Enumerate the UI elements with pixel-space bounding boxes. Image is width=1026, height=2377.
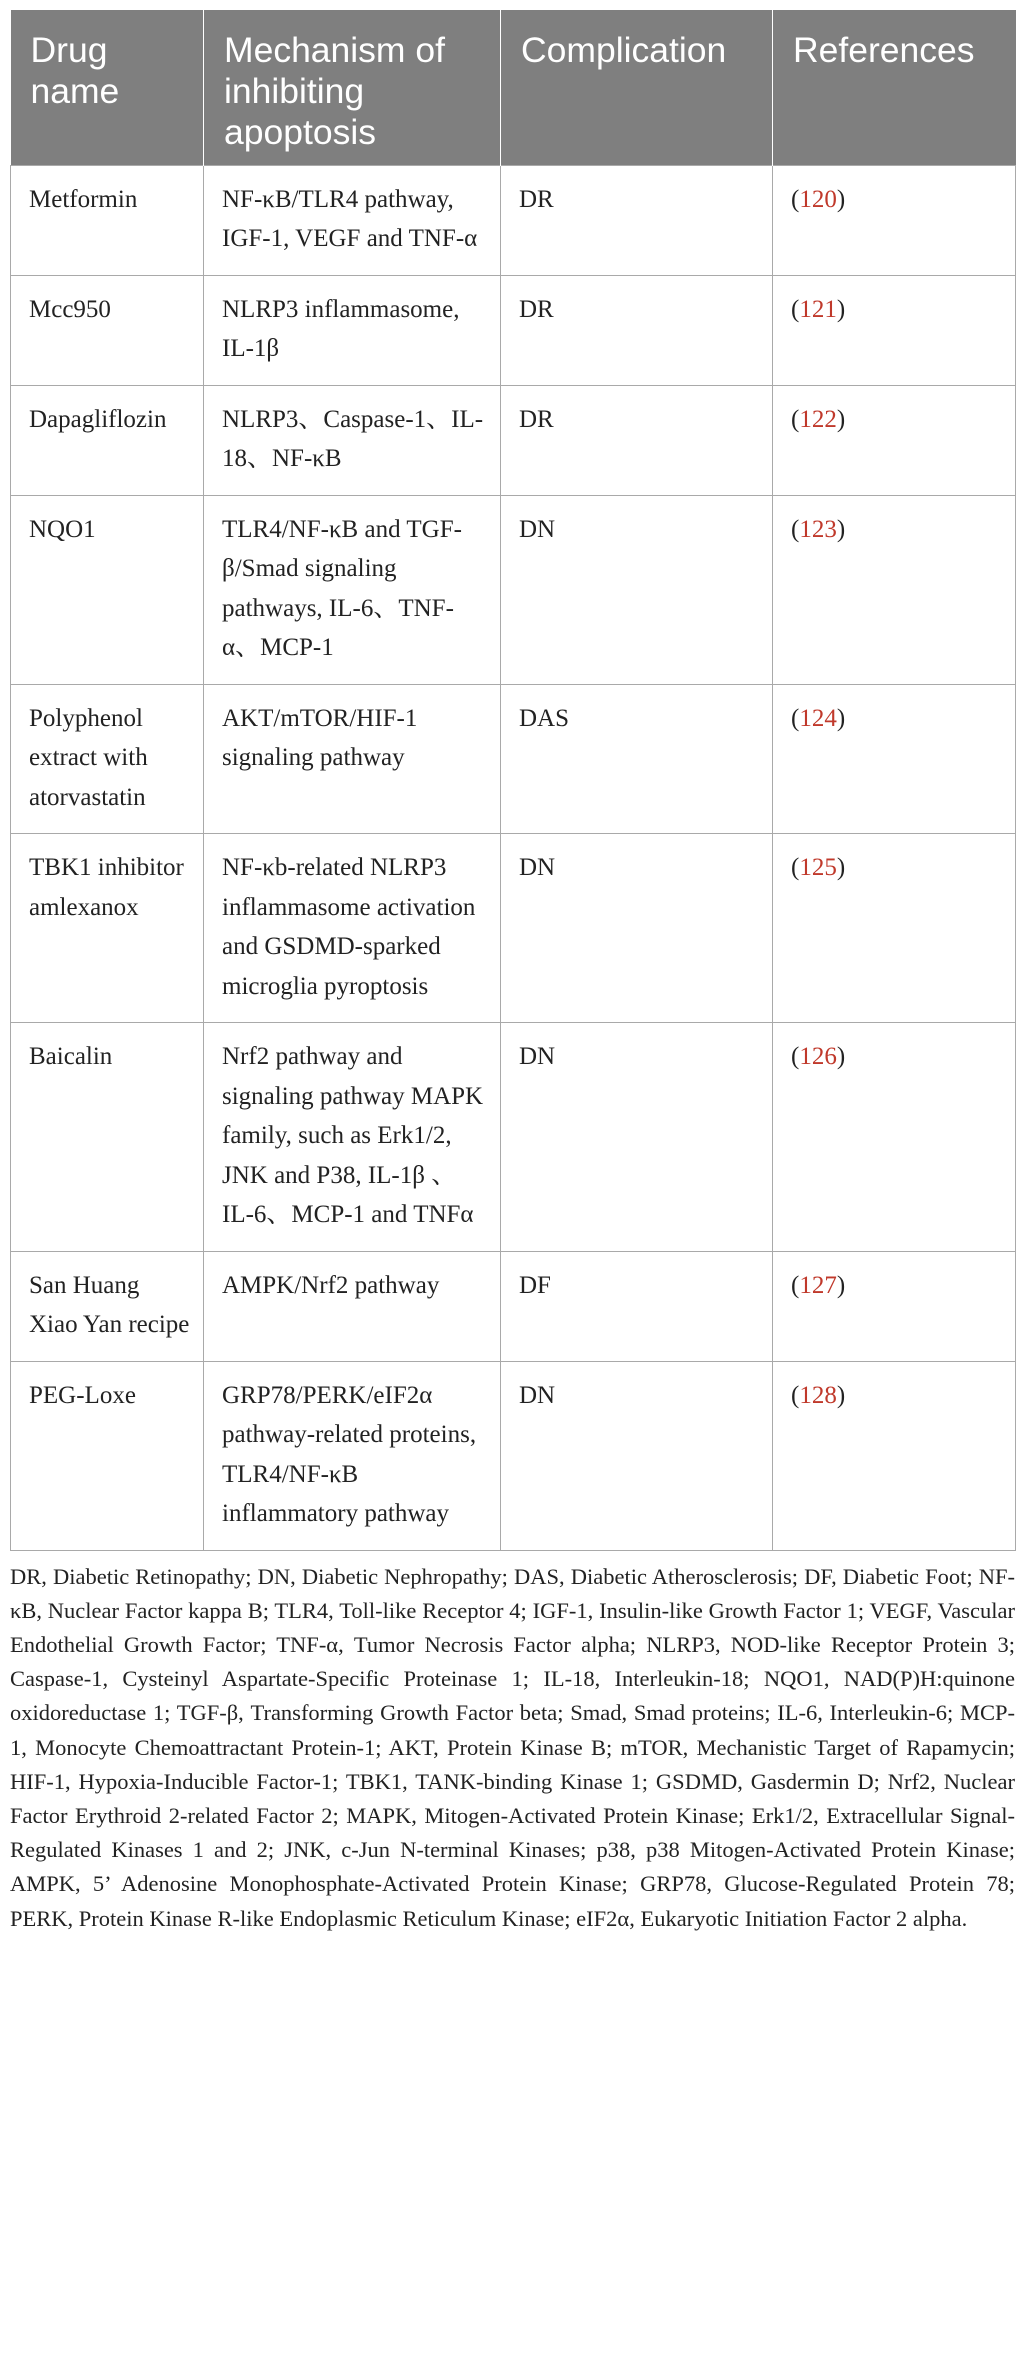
drug-name: TBK1 inhibitor amlexanox — [29, 854, 184, 921]
mechanism-text: GRP78/PERK/eIF2α pathway-related proteins, TLR4/NF-κB inflammatory pathway — [222, 1381, 477, 1527]
complication-cell — [501, 1251, 773, 1361]
complication-cell — [501, 1361, 773, 1550]
table-header — [11, 10, 1016, 165]
drug-name: Dapagliflozin — [29, 405, 167, 433]
drug-name-cell — [11, 385, 204, 495]
reference-open-paren: ( — [791, 1043, 800, 1070]
complication-text: DN — [519, 1043, 556, 1070]
complication-cell — [501, 834, 773, 1023]
reference-cell — [773, 165, 1016, 275]
drug-name: Baicalin — [29, 1043, 113, 1070]
reference-open-paren: ( — [791, 515, 800, 543]
mechanism-cell — [204, 834, 501, 1023]
table-row — [11, 684, 1016, 834]
complication-cell — [501, 165, 773, 275]
complication-text: DR — [519, 295, 554, 323]
table-footnote: DR, Diabetic Retinopathy; DN, Diabetic Nephropathy; DAS, Diabetic Atherosclerosis; DF, Diabetic Foot; NF-κB, Nuclear Factor kappa B; TLR4, Toll-like Receptor 4; IGF-1, Insulin-like Growth Factor 1; VEGF, Vascular Endothelial Growth Factor; TNF-α, Tumor Necrosis Factor alpha; NLRP3, NOD-like Receptor Protein 3; Caspase-1, Cysteinyl Aspartate-Specific Proteinase 1; IL-18, Interleukin-18; NQO1, NAD(P)H:quinone oxidoreductase 1; TGF-β, Transforming Growth Factor beta; Smad, Smad proteins; IL-6, Interleukin-6; MCP-1, Monocyte Chemoattractant Protein-1; AKT, Protein Kinase B; mTOR, Mechanistic Target of Rapamycin; HIF-1, Hypoxia-Inducible Factor-1; TBK1, TANK-binding Kinase 1; GSDMD, Gasdermin D; Nrf2, Nuclear Factor Erythroid 2-related Factor 2; MAPK, Mitogen-Activated Protein Kinase; Erk1/2, Extracellular Signal-Regulated Kinases 1 and 2; JNK, c-Jun N-terminal Kinases; p38, p38 Mitogen-Activated Protein Kinase; AMPK, 5’ Adenosine Monophosphate-Activated Protein Kinase; GRP78, Glucose-Regulated Protein 78; PERK, Protein Kinase R-like Endoplasmic Reticulum Kinase; eIF2α, Eukaryotic Initiation Factor 2 alpha. — [10, 1563, 1015, 1931]
mechanism-text: NLRP3 inflammasome, IL-1β — [222, 295, 460, 362]
reference-close-paren: ) — [836, 405, 846, 433]
mechanism-text: NLRP3、Caspase-1、IL-18、NF-κB — [222, 405, 484, 472]
reference-close-paren: ) — [836, 295, 846, 323]
complication-text: DN — [519, 515, 556, 543]
reference-close-paren: ) — [836, 854, 846, 881]
reference-cell — [773, 275, 1016, 385]
reference-link[interactable]: 120 — [799, 185, 837, 213]
mechanism-cell — [204, 495, 501, 684]
reference-close-paren: ) — [836, 704, 846, 732]
reference-link[interactable]: 126 — [799, 1043, 837, 1070]
reference-link[interactable]: 122 — [799, 405, 837, 433]
drug-name: Metformin — [29, 185, 138, 213]
complication-text: DF — [519, 1271, 551, 1299]
drug-name-cell — [11, 1251, 204, 1361]
complication-text: DAS — [519, 704, 570, 732]
reference-open-paren: ( — [791, 405, 800, 433]
complication-cell — [501, 495, 773, 684]
reference-open-paren: ( — [791, 854, 800, 881]
reference-link[interactable]: 128 — [799, 1381, 837, 1409]
reference-link[interactable]: 124 — [799, 704, 837, 732]
reference-open-paren: ( — [791, 704, 800, 732]
reference-open-paren: ( — [791, 1381, 800, 1409]
header-references: References — [773, 10, 1016, 165]
mechanism-cell — [204, 385, 501, 495]
reference-cell — [773, 684, 1016, 834]
table-body — [11, 165, 1016, 1550]
complication-cell — [501, 275, 773, 385]
reference-open-paren: ( — [791, 295, 800, 323]
reference-close-paren: ) — [836, 1043, 846, 1070]
header-complication: Complication — [501, 10, 773, 165]
drug-name: PEG-Loxe — [29, 1381, 136, 1409]
table-row — [11, 1023, 1016, 1252]
table-row — [11, 834, 1016, 1023]
drug-name-cell — [11, 165, 204, 275]
reference-link[interactable]: 127 — [799, 1271, 837, 1299]
drug-name: San Huang Xiao Yan recipe — [29, 1271, 190, 1338]
table-container — [10, 10, 1015, 1958]
reference-cell — [773, 1361, 1016, 1550]
drug-table — [10, 10, 1016, 1551]
mechanism-text: TLR4/NF-κB and TGF-β/Smad signaling pathways, IL-6、TNF-α、MCP-1 — [222, 515, 462, 661]
drug-name-cell — [11, 834, 204, 1023]
drug-name-cell — [11, 684, 204, 834]
header-mechanism: Mechanism of inhibiting apoptosis — [204, 10, 501, 165]
reference-cell — [773, 495, 1016, 684]
header-drug-name: Drug name — [30, 30, 120, 111]
complication-cell — [501, 684, 773, 834]
reference-link[interactable]: 125 — [799, 854, 837, 881]
mechanism-cell — [204, 1251, 501, 1361]
mechanism-cell — [204, 275, 501, 385]
reference-link[interactable]: 123 — [799, 515, 837, 543]
table-row — [11, 275, 1016, 385]
mechanism-cell — [204, 165, 501, 275]
mechanism-text: AKT/mTOR/HIF-1 signaling pathway — [222, 704, 418, 771]
drug-name-cell — [11, 1023, 204, 1252]
drug-name-cell — [11, 495, 204, 684]
mechanism-text: AMPK/Nrf2 pathway — [222, 1271, 440, 1299]
reference-close-paren: ) — [836, 1271, 846, 1299]
reference-link[interactable]: 121 — [799, 295, 837, 323]
reference-cell — [773, 1251, 1016, 1361]
complication-text: DR — [519, 405, 554, 433]
complication-text: DR — [519, 185, 554, 213]
mechanism-text: NF-κb-related NLRP3 inflammasome activation and GSDMD-sparked microglia pyroptosis — [222, 854, 476, 1000]
complication-cell — [501, 1023, 773, 1252]
reference-open-paren: ( — [791, 1271, 800, 1299]
mechanism-text: NF-κB/TLR4 pathway, IGF-1, VEGF and TNF-α — [222, 185, 478, 252]
drug-name: Mcc950 — [29, 295, 111, 323]
reference-open-paren: ( — [791, 185, 800, 213]
reference-cell — [773, 385, 1016, 495]
mechanism-cell — [204, 1023, 501, 1252]
table-row — [11, 165, 1016, 275]
complication-cell — [501, 385, 773, 495]
table-row — [11, 1251, 1016, 1361]
mechanism-cell — [204, 1361, 501, 1550]
table-row — [11, 1361, 1016, 1550]
complication-text: DN — [519, 854, 556, 881]
mechanism-cell — [204, 684, 501, 834]
reference-close-paren: ) — [836, 515, 846, 543]
table-row — [11, 495, 1016, 684]
reference-close-paren: ) — [836, 185, 846, 213]
drug-name-cell — [11, 1361, 204, 1550]
complication-text: DN — [519, 1381, 556, 1409]
mechanism-text: Nrf2 pathway and signaling pathway MAPK family, such as Erk1/2, JNK and P38, IL-1β 、IL-6、MCP-1 and TNFα — [222, 1043, 484, 1228]
header-row — [11, 10, 1016, 165]
reference-close-paren: ) — [836, 1381, 846, 1409]
drug-name: Polyphenol extract with atorvastatin — [29, 704, 148, 811]
reference-cell — [773, 834, 1016, 1023]
drug-name-cell — [11, 275, 204, 385]
table-row — [11, 385, 1016, 495]
drug-name: NQO1 — [29, 515, 96, 543]
reference-cell — [773, 1023, 1016, 1252]
